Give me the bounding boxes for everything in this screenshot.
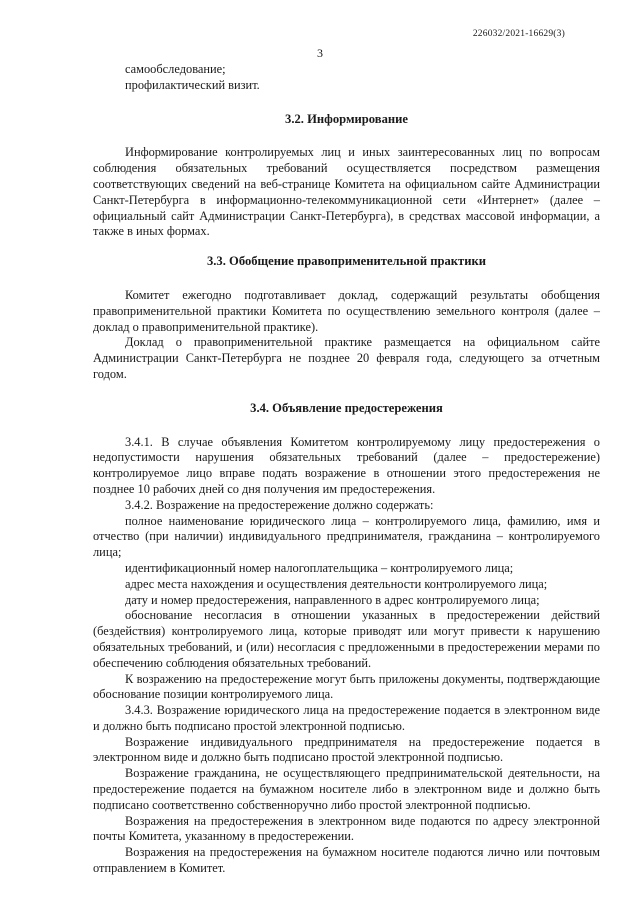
paragraph: полное наименование юридического лица – контролируемого лица, фамилию, имя и отчество (при наличии) индивидуального предпринимателя, гражданина – контролируемого лица; — [93, 513, 600, 560]
paragraph: Возражения на предостережения в электронном виде подаются по адресу электронной почты Комитета, указанному в предостережении. — [93, 813, 600, 844]
paragraph: 3.4.3. Возражение юридического лица на предостережение подается в электронном виде и должно быть подписано простой электронной подписью. — [93, 703, 600, 733]
document-body — [93, 62, 600, 877]
section-heading-3-3: 3.3. Обобщение правоприменительной практики — [206, 254, 487, 269]
paragraph: Информирование контролируемых лиц и иных заинтересованных лиц по вопросам соблюдения обязательных требований осуществляется посредством размещения соответствующих сведений на веб-странице Комитета на официальном сайте Администрации Санкт-Петербурга в информационно-телекоммуникационной сети «Интернет» (далее – официальный сайт Администрации Санкт-Петербурга), в средствах массовой информации, а также в иных формах. — [93, 145, 600, 239]
paragraph: адрес места нахождения и осуществления деятельности контролируемого лица; — [125, 576, 548, 591]
paragraph: Возражения на предостережения на бумажном носителе подаются лично или почтовым отправлением в Комитет. — [93, 845, 600, 876]
paragraph: обоснование несогласия в отношении указанных в предостережении действий (бездействия) контролируемого лица, которые приводят или могут привести к нарушению обязательных требований, и (или) несогласия с предложенными в предостережении мерами по обеспечению соблюдения обязательных требований. — [93, 608, 600, 670]
paragraph: Комитет ежегодно подготавливает доклад, содержащий результаты обобщения правоприменительной практики Комитета по осуществлению земельного контроля (далее – доклад о правоприменительной практике). — [93, 287, 600, 334]
list-item: профилактический визит. — [125, 77, 260, 92]
paragraph: 3.4.1. В случае объявления Комитетом контролируемому лицу предостережения о недопустимости нарушения обязательных требований (далее – предостережение) контролируемое лицо вправе подать возражение в отношении этого предостережения не позднее 10 рабочих дней со дня получения им предостережения. — [93, 434, 600, 496]
list-item: самообследование; — [125, 62, 226, 76]
paragraph: Возражение индивидуального предпринимателя на предостережение подается в электронном виде и должно быть подписано простой электронной подписью. — [93, 734, 600, 765]
paragraph: 3.4.2. Возражение на предостережение должно содержать: — [125, 497, 434, 512]
section-heading-3-4: 3.4. Объявление предостережения — [250, 400, 443, 415]
paragraph: К возражению на предостережение могут быть приложены документы, подтверждающие обоснование позиции контролируемого лица. — [93, 671, 600, 702]
paragraph: идентификационный номер налогоплательщика – контролируемого лица; — [125, 560, 514, 575]
page-number: 3 — [317, 46, 323, 60]
paragraph: Возражение гражданина, не осуществляющего предпринимательской деятельности, на предостережение подается на бумажном носителе либо в электронном виде и должно быть подписано соответственно собственноручно либо простой электронной подписью. — [93, 766, 600, 812]
section-heading-3-2: 3.2. Информирование — [285, 111, 408, 126]
paragraph: дату и номер предостережения, направленного в адрес контролируемого лица; — [125, 592, 540, 607]
paragraph: Доклад о правоприменительной практике размещается на официальном сайте Администрации Санкт-Петербурга не позднее 20 февраля года, следующего за отчетным годом. — [93, 335, 600, 381]
document-registration-number: 226032/2021-16629(3) — [472, 29, 565, 39]
